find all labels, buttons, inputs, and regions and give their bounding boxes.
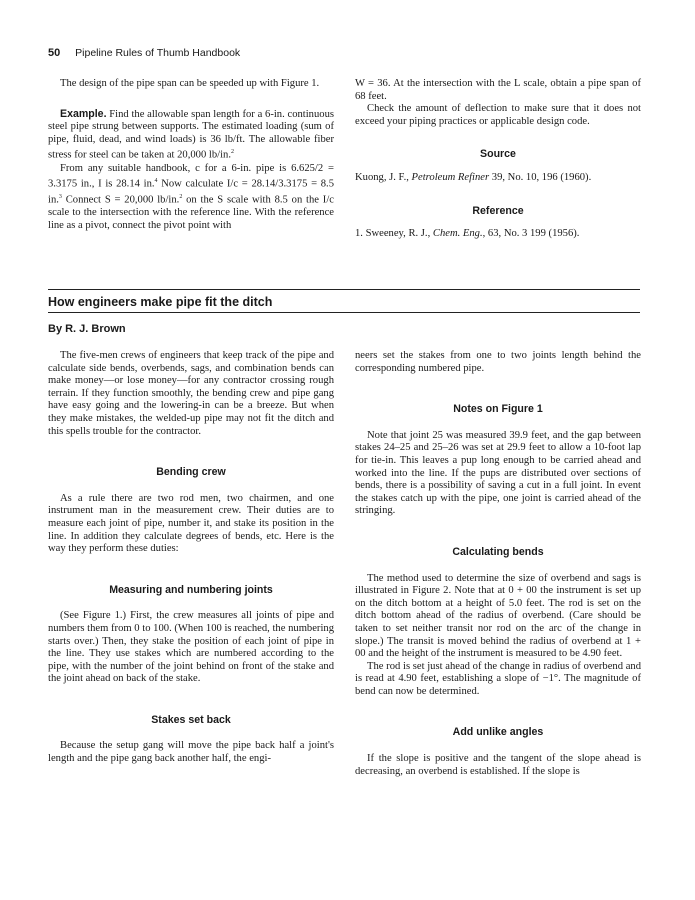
journal-title: Petroleum Refiner [411, 171, 490, 183]
reference-citation [355, 228, 641, 241]
example-label: Example. [60, 107, 107, 120]
text-run: Now calculate I/c = 28.14/3.3175 = 8.5 in. [48, 178, 334, 206]
reference-heading: Reference [472, 204, 524, 217]
paragraph: neers set the stakes from one to two joints length behind the corresponding numbered pipe. [355, 350, 641, 374]
page-number: 50 [48, 47, 61, 59]
superscript: 3 [58, 194, 62, 201]
paragraph: The five-men crews of engineers that keep track of the pipe and calculate side bends, overbends, sags, and combination bends can make money—or lose money—for any contractor crossing rough terrain. If they function smoothly, the bending crew and pipe gang have easy going and the lowering-in can be a breeze. But when they make mistakes, the welded-up pipe may not fit the ditch and this spells trouble for the contractor. [48, 350, 334, 437]
paragraph: Note that joint 25 was measured 39.9 feet, and the gap between stakes 24–25 and 25–26 was set at 29.9 feet to allow a 10-foot lap for tie-in. This leaves a pup long enough to be carried ahead and worked into the line. If the pups are distributed over sections of bends, there is a possibility of saving a cut in a full joint. In event the stakes catch up with the pipe, one joint is carried ahead of the stringing. [355, 429, 641, 517]
heading-calculating-bends: Calculating bends [452, 545, 544, 558]
source-citation [355, 172, 641, 185]
heading-notes-figure-1: Notes on Figure 1 [453, 403, 543, 416]
byline: By R. J. Brown [48, 323, 126, 335]
running-title: Pipeline Rules of Thumb Handbook [75, 47, 241, 59]
section-bottom-rule [48, 312, 640, 313]
lower-right-column [355, 350, 641, 778]
text-run: Connect S = 20,000 lb/in. [61, 194, 180, 206]
paragraph: The design of the pipe span can be speeded up with Figure 1. [60, 78, 320, 89]
lower-left-column [48, 350, 334, 766]
text-run: on the S scale with 8.5 on the I/c scale to the intersection with the reference line. With the reference line as a pivot, connect the pivot point with [48, 194, 334, 231]
paragraph: If the slope is positive and the tangent of the slope ahead is decreasing, an overbend is established. If the slope is [355, 753, 641, 777]
journal-title: Chem. Eng. [432, 228, 483, 240]
paragraph: (See Figure 1.) First, the crew measures all joints of pipe and numbers them from 0 to 100. (When 100 is reached, the numbering starts over.) Then, they stake the position of each joint of pipe in the line. They use stakes which are numbered according to the pipe, with the number of the joint behind on front of the stake and the joint ahead on back of the stake. [48, 610, 334, 685]
heading-stakes: Stakes set back [151, 713, 231, 726]
top-right-column [355, 78, 641, 241]
paragraph: Check the amount of deflection to make sure that it does not exceed your piping practices or applicable design code. [355, 103, 641, 127]
top-left-column [48, 78, 334, 233]
paragraph: As a rule there are two rod men, two chairmen, and one instrument man in the measurement crew. Their duties are to measure each joint of pipe, number it, and stake its position in the line. In addition they calculate degrees of bends, etc. Here is the way they perform these duties: [48, 492, 334, 555]
example-paragraph [48, 108, 334, 163]
source-heading: Source [480, 148, 516, 161]
running-header [48, 47, 240, 59]
superscript: 4 [154, 178, 158, 185]
section-title: How engineers make pipe fit the ditch [48, 295, 273, 309]
superscript: 2 [231, 149, 234, 156]
text-run: From any suitable handbook, c for a 6-in. pipe is 6.625/2 = 3.3175 in., I is 28.14 in. [48, 162, 334, 190]
paragraph: The method used to determine the size of overbend and sags is illustrated in Figure 2. Note that at 0 + 00 the instrument is set up on the ditch bottom at a height of 5.0 feet. The rod is set on the ditch bottom ahead of the radius of overbend. (Care should be taken to set neither transit nor rod on the arc of the change in slope.) The transit is moved behind the radius of overbend at 1 + 00 and the height of the instrument is measured to be 4.90 feet. [355, 572, 641, 660]
heading-add-unlike-angles: Add unlike angles [452, 726, 544, 739]
section-top-rule [48, 289, 640, 290]
paragraph: The rod is set just ahead of the change in radius of overbend and is read at 4.90 feet, establishing a slope of −1°. The magnitude of bend can now be determined. [355, 660, 641, 697]
text-run: 39, No. 10, 196 (1960). [489, 171, 592, 183]
paragraph [48, 163, 334, 233]
text-run: Kuong, J. F., [355, 171, 412, 183]
text-run: 1. Sweeney, R. J., [355, 228, 433, 240]
superscript: 2 [179, 194, 183, 201]
paragraph: W = 36. At the intersection with the L scale, obtain a pipe span of 68 feet. [355, 78, 641, 102]
paragraph: Because the setup gang will move the pipe back half a joint's length and the pipe gang back another half, the engi- [48, 740, 334, 765]
example-text: Find the allowable span length for a 6-in. continuous steel pipe strung between supports. The estimated loading (sum of pipe, fluid, dead, and wind loads) is 36 lb/ft. The allowable fiber stress for steel can be taken at 20,000 lb/in. [48, 108, 334, 161]
text-run: , 63, No. 3 199 (1956). [482, 228, 580, 240]
heading-measuring: Measuring and numbering joints [109, 583, 273, 596]
heading-bending-crew: Bending crew [156, 466, 226, 479]
